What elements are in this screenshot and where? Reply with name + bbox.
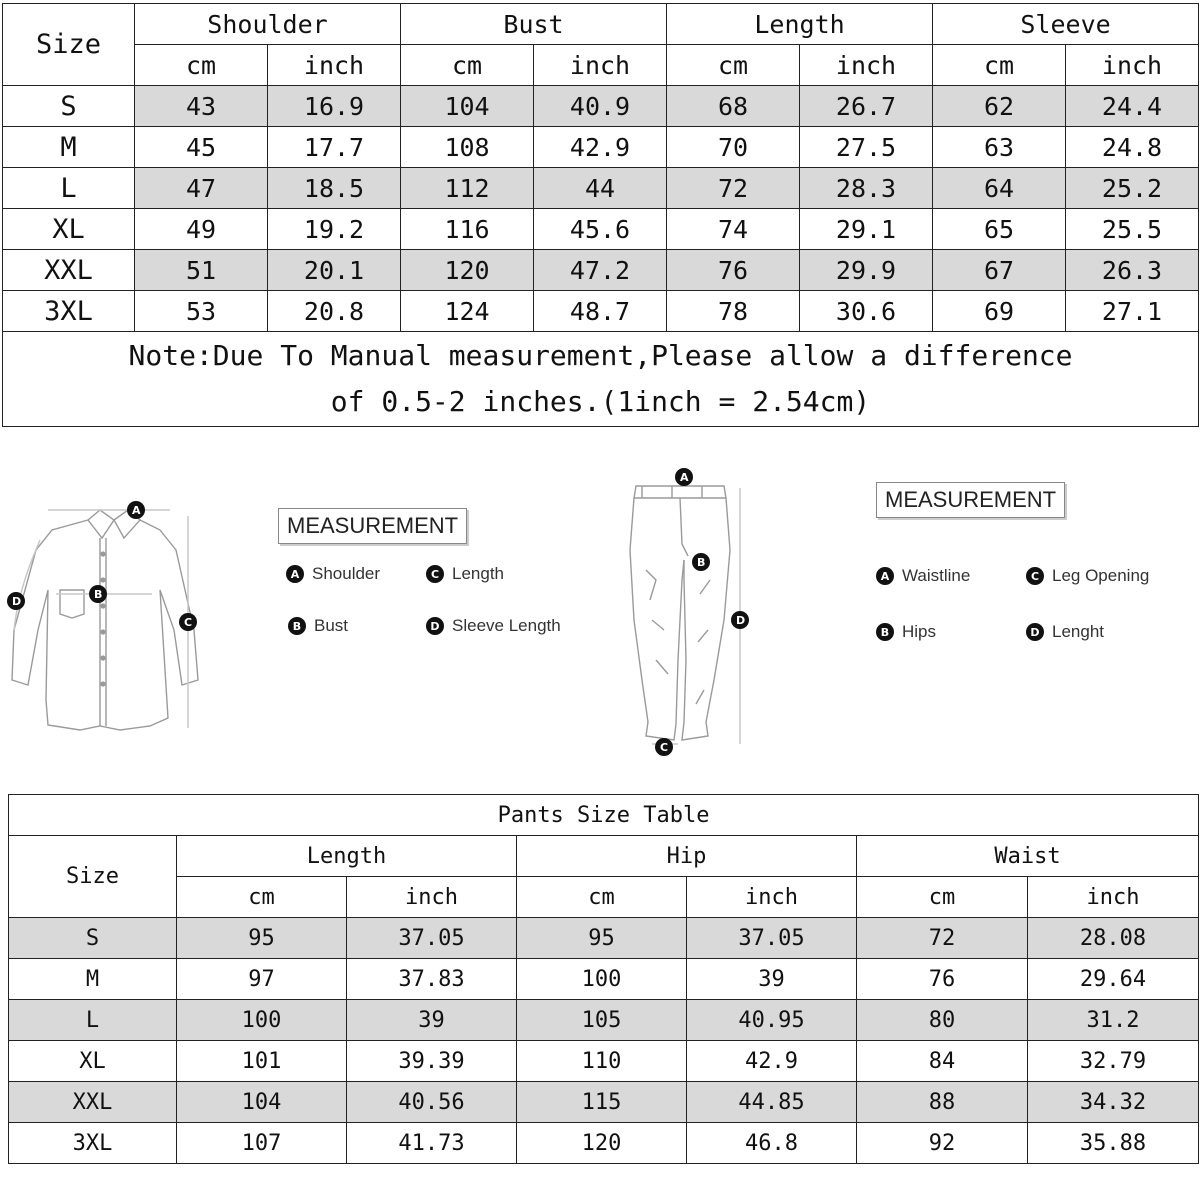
svg-text:C: C bbox=[184, 616, 193, 629]
table-cell: 95 bbox=[177, 918, 347, 959]
table-cell: 72 bbox=[857, 918, 1028, 959]
table-row bbox=[9, 1123, 1199, 1164]
table-cell: 26.3 bbox=[1066, 250, 1199, 291]
unit-header: cm bbox=[857, 877, 1028, 918]
table-cell: 42.9 bbox=[534, 127, 667, 168]
size-header: Size bbox=[3, 4, 135, 86]
table-cell: 104 bbox=[401, 86, 534, 127]
table-row bbox=[3, 250, 1199, 291]
table-cell: 65 bbox=[933, 209, 1066, 250]
table-cell: 16.9 bbox=[268, 86, 401, 127]
table-cell: 20.8 bbox=[268, 291, 401, 332]
pants-table-title: Pants Size Table bbox=[9, 795, 1199, 836]
table-cell: 25.2 bbox=[1066, 168, 1199, 209]
table-cell: 64 bbox=[933, 168, 1066, 209]
svg-text:A: A bbox=[680, 471, 689, 484]
table-cell: 100 bbox=[177, 1000, 347, 1041]
table-cell: 120 bbox=[517, 1123, 687, 1164]
table-cell: 27.5 bbox=[800, 127, 933, 168]
table-cell: 32.79 bbox=[1028, 1041, 1199, 1082]
svg-text:B: B bbox=[94, 588, 103, 601]
table-cell: 70 bbox=[667, 127, 800, 168]
unit-header: inch bbox=[268, 45, 401, 86]
table-cell: 39.39 bbox=[347, 1041, 517, 1082]
table-cell: 45 bbox=[135, 127, 268, 168]
legend-label: Leg Opening bbox=[1052, 566, 1150, 585]
unit-header: inch bbox=[534, 45, 667, 86]
table-row bbox=[3, 127, 1199, 168]
table-cell: 88 bbox=[857, 1082, 1028, 1123]
table-row bbox=[3, 291, 1199, 332]
marker-a-icon bbox=[675, 468, 693, 486]
legend-label: Bust bbox=[314, 616, 349, 635]
table-cell: 63 bbox=[933, 127, 1066, 168]
marker-b-icon: B bbox=[876, 623, 894, 641]
table-cell: 30.6 bbox=[800, 291, 933, 332]
svg-text:C: C bbox=[660, 741, 669, 754]
table-cell: 100 bbox=[517, 959, 687, 1000]
table-cell: 24.4 bbox=[1066, 86, 1199, 127]
size-label: XL bbox=[3, 209, 135, 250]
table-cell: 97 bbox=[177, 959, 347, 1000]
table-cell: 101 bbox=[177, 1041, 347, 1082]
unit-header: inch bbox=[800, 45, 933, 86]
unit-header: cm bbox=[517, 877, 687, 918]
table-cell: 40.9 bbox=[534, 86, 667, 127]
waist-header: Waist bbox=[857, 836, 1199, 877]
shirt-size-table bbox=[2, 3, 1199, 427]
size-label: XXL bbox=[9, 1082, 177, 1123]
table-cell: 37.05 bbox=[687, 918, 857, 959]
shirt-illustration bbox=[0, 480, 220, 770]
size-label: S bbox=[9, 918, 177, 959]
table-row bbox=[9, 959, 1199, 1000]
length-header: Length bbox=[177, 836, 517, 877]
table-cell: 28.08 bbox=[1028, 918, 1199, 959]
size-label: L bbox=[9, 1000, 177, 1041]
sleeve-header: Sleeve bbox=[933, 4, 1199, 45]
legend-label: Lenght bbox=[1052, 622, 1104, 641]
table-cell: 48.7 bbox=[534, 291, 667, 332]
hip-header: Hip bbox=[517, 836, 857, 877]
table-row bbox=[9, 918, 1199, 959]
size-label: 3XL bbox=[3, 291, 135, 332]
table-cell: 47.2 bbox=[534, 250, 667, 291]
pants-size-table bbox=[8, 794, 1199, 1164]
table-cell: 29.9 bbox=[800, 250, 933, 291]
size-label: XXL bbox=[3, 250, 135, 291]
measurement-note bbox=[3, 332, 1199, 427]
marker-c-icon: C bbox=[1026, 567, 1044, 585]
legend-label: Length bbox=[452, 564, 504, 583]
marker-d-icon bbox=[731, 611, 749, 629]
table-cell: 19.2 bbox=[268, 209, 401, 250]
legend-item-hips bbox=[876, 622, 936, 642]
marker-c-icon: C bbox=[426, 565, 444, 583]
table-cell: 37.83 bbox=[347, 959, 517, 1000]
svg-text:B: B bbox=[697, 556, 706, 569]
table-cell: 39 bbox=[687, 959, 857, 1000]
size-label: S bbox=[3, 86, 135, 127]
table-cell: 29.64 bbox=[1028, 959, 1199, 1000]
unit-header: inch bbox=[1028, 877, 1199, 918]
table-cell: 27.1 bbox=[1066, 291, 1199, 332]
marker-d-icon bbox=[7, 592, 25, 610]
table-cell: 53 bbox=[135, 291, 268, 332]
table-cell: 39 bbox=[347, 1000, 517, 1041]
table-cell: 62 bbox=[933, 86, 1066, 127]
table-cell: 124 bbox=[401, 291, 534, 332]
note-line: of 0.5-2 inches.(1inch = 2.54cm) bbox=[330, 385, 871, 418]
table-cell: 92 bbox=[857, 1123, 1028, 1164]
marker-d-icon: D bbox=[426, 617, 444, 635]
table-row bbox=[3, 209, 1199, 250]
legend-item-shoulder bbox=[286, 564, 380, 584]
legend-item-length bbox=[1026, 622, 1104, 642]
table-row bbox=[9, 1000, 1199, 1041]
table-cell: 68 bbox=[667, 86, 800, 127]
unit-header: cm bbox=[401, 45, 534, 86]
table-cell: 76 bbox=[857, 959, 1028, 1000]
table-cell: 107 bbox=[177, 1123, 347, 1164]
unit-header: cm bbox=[933, 45, 1066, 86]
table-cell: 105 bbox=[517, 1000, 687, 1041]
table-cell: 40.95 bbox=[687, 1000, 857, 1041]
svg-text:D: D bbox=[736, 614, 746, 627]
length-header: Length bbox=[667, 4, 933, 45]
table-cell: 67 bbox=[933, 250, 1066, 291]
table-cell: 20.1 bbox=[268, 250, 401, 291]
table-cell: 84 bbox=[857, 1041, 1028, 1082]
table-cell: 45.6 bbox=[534, 209, 667, 250]
marker-b-icon bbox=[89, 585, 107, 603]
pants-measurement-title: MEASUREMENT bbox=[876, 482, 1065, 518]
marker-b-icon: B bbox=[288, 617, 306, 635]
table-cell: 24.8 bbox=[1066, 127, 1199, 168]
table-cell: 78 bbox=[667, 291, 800, 332]
table-row bbox=[9, 1082, 1199, 1123]
unit-header: cm bbox=[667, 45, 800, 86]
legend-item-leg-opening bbox=[1026, 566, 1149, 586]
table-cell: 35.88 bbox=[1028, 1123, 1199, 1164]
unit-header: cm bbox=[177, 877, 347, 918]
pants-illustration bbox=[612, 460, 762, 770]
table-cell: 108 bbox=[401, 127, 534, 168]
unit-header: inch bbox=[347, 877, 517, 918]
table-cell: 112 bbox=[401, 168, 534, 209]
table-cell: 74 bbox=[667, 209, 800, 250]
unit-header: inch bbox=[1066, 45, 1199, 86]
table-row bbox=[3, 168, 1199, 209]
table-cell: 49 bbox=[135, 209, 268, 250]
table-cell: 95 bbox=[517, 918, 687, 959]
table-cell: 26.7 bbox=[800, 86, 933, 127]
bust-header: Bust bbox=[401, 4, 667, 45]
marker-a-icon bbox=[127, 501, 145, 519]
legend-item-length bbox=[426, 564, 504, 584]
svg-text:D: D bbox=[12, 595, 22, 608]
legend-item-bust bbox=[288, 616, 348, 636]
table-cell: 31.2 bbox=[1028, 1000, 1199, 1041]
table-cell: 72 bbox=[667, 168, 800, 209]
svg-text:A: A bbox=[132, 504, 141, 517]
marker-a-icon: A bbox=[876, 567, 894, 585]
table-cell: 40.56 bbox=[347, 1082, 517, 1123]
size-header: Size bbox=[9, 836, 177, 918]
table-cell: 80 bbox=[857, 1000, 1028, 1041]
marker-d-icon: D bbox=[1026, 623, 1044, 641]
table-cell: 34.32 bbox=[1028, 1082, 1199, 1123]
table-cell: 37.05 bbox=[347, 918, 517, 959]
table-cell: 115 bbox=[517, 1082, 687, 1123]
table-row bbox=[3, 86, 1199, 127]
legend-item-waistline bbox=[876, 566, 970, 586]
legend-label: Hips bbox=[902, 622, 937, 641]
table-cell: 120 bbox=[401, 250, 534, 291]
marker-a-icon: A bbox=[286, 565, 304, 583]
shoulder-header: Shoulder bbox=[135, 4, 401, 45]
table-cell: 41.73 bbox=[347, 1123, 517, 1164]
size-label: M bbox=[9, 959, 177, 1000]
table-cell: 18.5 bbox=[268, 168, 401, 209]
table-row bbox=[9, 1041, 1199, 1082]
marker-c-icon bbox=[179, 613, 197, 631]
table-cell: 44 bbox=[534, 168, 667, 209]
size-label: M bbox=[3, 127, 135, 168]
legend-label: Shoulder bbox=[312, 564, 381, 583]
table-cell: 25.5 bbox=[1066, 209, 1199, 250]
table-cell: 28.3 bbox=[800, 168, 933, 209]
size-label: L bbox=[3, 168, 135, 209]
table-cell: 44.85 bbox=[687, 1082, 857, 1123]
table-cell: 116 bbox=[401, 209, 534, 250]
legend-label: Sleeve Length bbox=[452, 616, 561, 635]
legend-label: Waistline bbox=[902, 566, 971, 585]
note-line: Note:Due To Manual measurement,Please allow a difference bbox=[128, 339, 1073, 372]
table-cell: 110 bbox=[517, 1041, 687, 1082]
table-cell: 42.9 bbox=[687, 1041, 857, 1082]
size-label: 3XL bbox=[9, 1123, 177, 1164]
table-cell: 17.7 bbox=[268, 127, 401, 168]
legend-item-sleeve-length bbox=[426, 616, 561, 636]
size-label: XL bbox=[9, 1041, 177, 1082]
shirt-measurement-title: MEASUREMENT bbox=[278, 508, 467, 544]
table-cell: 46.8 bbox=[687, 1123, 857, 1164]
table-cell: 29.1 bbox=[800, 209, 933, 250]
marker-c-icon bbox=[655, 738, 673, 756]
unit-header: inch bbox=[687, 877, 857, 918]
table-cell: 104 bbox=[177, 1082, 347, 1123]
table-cell: 51 bbox=[135, 250, 268, 291]
table-cell: 69 bbox=[933, 291, 1066, 332]
marker-b-icon bbox=[692, 553, 710, 571]
table-cell: 76 bbox=[667, 250, 800, 291]
table-cell: 47 bbox=[135, 168, 268, 209]
table-cell: 43 bbox=[135, 86, 268, 127]
unit-header: cm bbox=[135, 45, 268, 86]
